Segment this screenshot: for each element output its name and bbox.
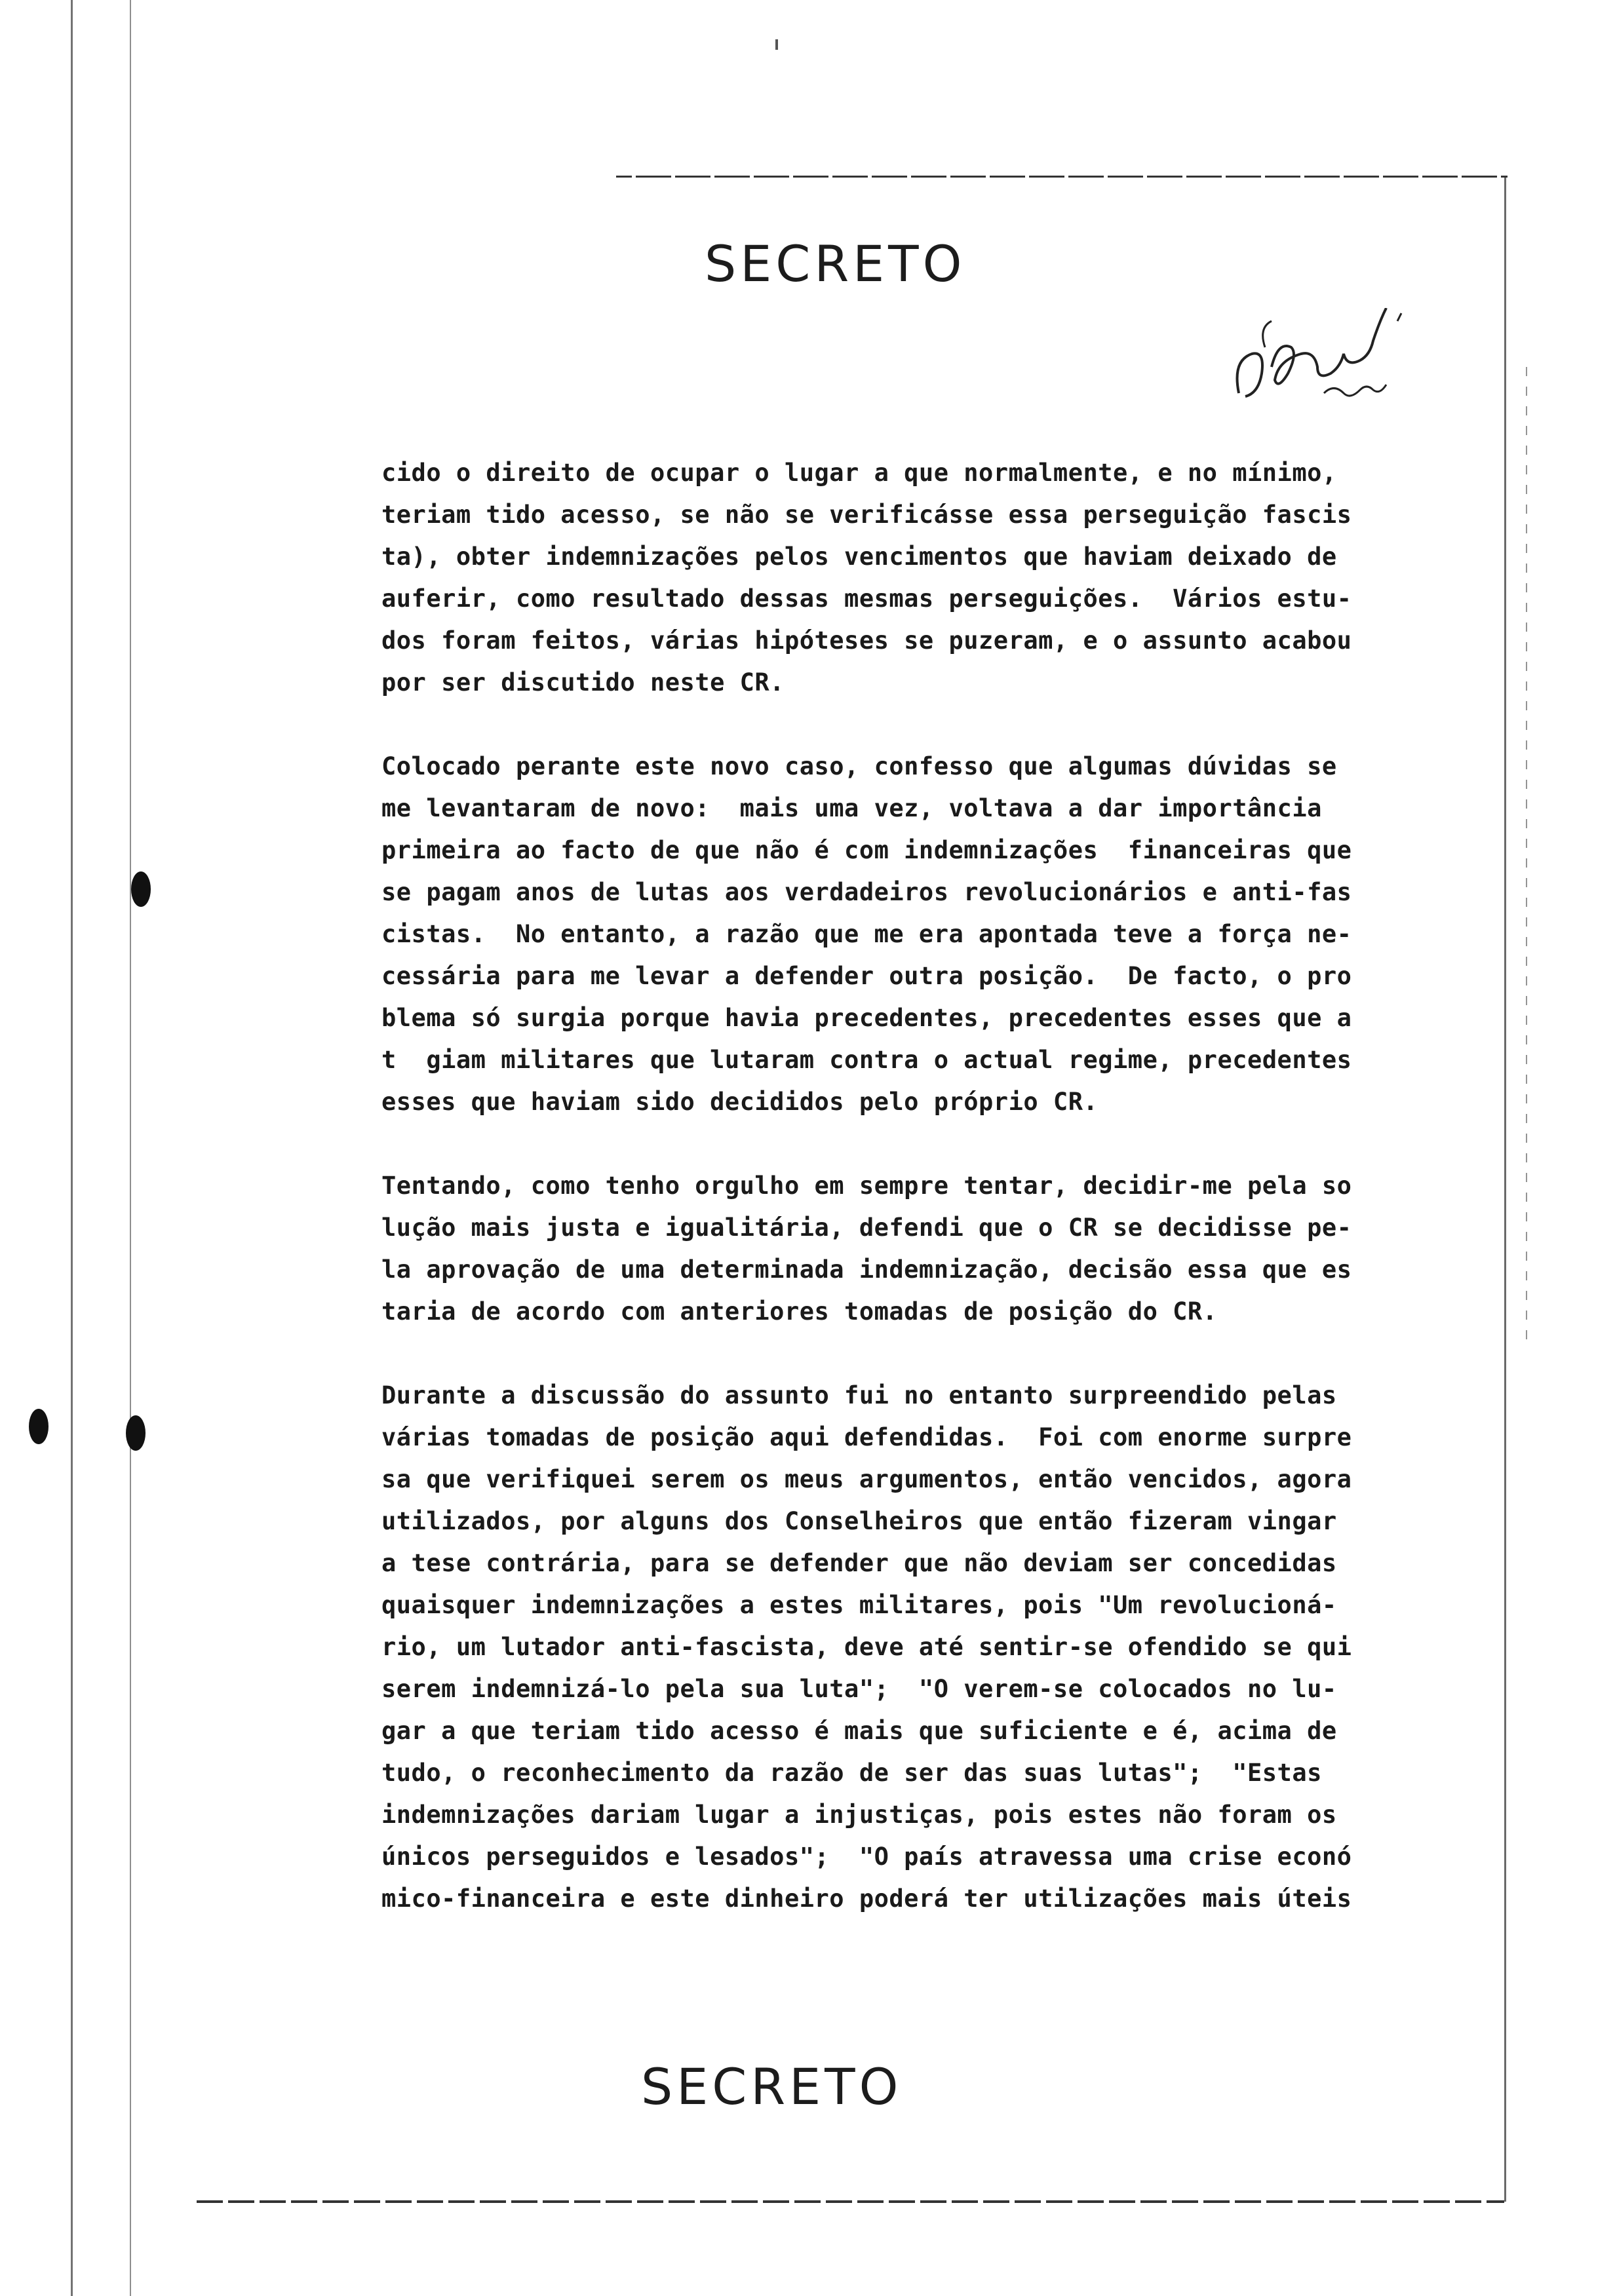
scan-speck [775, 39, 778, 50]
text-line: blema só surgia porque havia precedentes, precedentes esses que a [381, 1004, 1352, 1032]
text-line: ta), obter indemnizações pelos vencimentos que haviam deixado de [381, 543, 1337, 571]
secreto-stamp-top: SECRETO [705, 235, 966, 293]
document-body [381, 452, 1352, 1920]
text-line: utilizados, por alguns dos Conselheiros que então fizeram vingar [381, 1507, 1337, 1535]
text-line: t giam militares que lutaram contra o actual regime, precedentes [381, 1046, 1352, 1074]
page-border-right [1504, 177, 1506, 2202]
text-line: gar a que teriam tido acesso é mais que suficiente e é, acima de [381, 1717, 1337, 1745]
text-line: Tentando, como tenho orgulho em sempre tentar, decidir-me pela so [381, 1172, 1352, 1200]
text-line: tudo, o reconhecimento da razão de ser das suas lutas"; "Estas [381, 1759, 1322, 1787]
handwritten-signature [1226, 308, 1435, 419]
text-line: rio, um lutador anti-fascista, deve até sentir-se ofendido se qui [381, 1633, 1352, 1661]
text-line: Durante a discussão do assunto fui no entanto surpreendido pelas [381, 1381, 1337, 1409]
text-line: mico-financeira e este dinheiro poderá ter utilizações mais úteis [381, 1885, 1352, 1913]
text-line: se pagam anos de lutas aos verdadeiros revolucionários e anti-fas [381, 878, 1352, 906]
text-line: a tese contrária, para se defender que não deviam ser concedidas [381, 1549, 1337, 1577]
punch-hole-lower [126, 1415, 146, 1451]
text-line: indemnizações dariam lugar a injustiças, pois estes não foram os [381, 1801, 1337, 1829]
punch-hole-lower-left [29, 1409, 49, 1444]
punch-hole-upper [131, 871, 151, 907]
text-line: dos foram feitos, várias hipóteses se puzeram, e o assunto acabou [381, 626, 1352, 655]
text-line: lução mais justa e igualitária, defendi que o CR se decidisse pe- [381, 1214, 1352, 1242]
text-line: serem indemnizá-lo pela sua luta"; "O verem-se colocados no lu- [381, 1675, 1337, 1703]
text-line: cessária para me levar a defender outra posição. De facto, o pro [381, 962, 1352, 990]
scan-edge-line-left [71, 0, 73, 2296]
text-line: taria de acordo com anteriores tomadas de posição do CR. [381, 1297, 1218, 1326]
text-line: primeira ao facto de que não é com indemnizações financeiras que [381, 836, 1352, 864]
text-line: Colocado perante este novo caso, confesso que algumas dúvidas se [381, 752, 1337, 780]
scan-dashed-line-right [1526, 367, 1527, 1350]
text-line: sa que verifiquei serem os meus argumentos, então vencidos, agora [381, 1465, 1352, 1493]
text-line: quaisquer indemnizações a estes militares, pois "Um revolucioná- [381, 1591, 1337, 1619]
page-border-top [616, 176, 1508, 178]
text-line: esses que haviam sido decididos pelo próprio CR. [381, 1088, 1099, 1116]
paragraph-4 [381, 1375, 1352, 1920]
paragraph-1 [381, 452, 1352, 704]
text-line: me levantaram de novo: mais uma vez, voltava a dar importância [381, 794, 1322, 822]
paragraph-2 [381, 746, 1352, 1123]
text-line: por ser discutido neste CR. [381, 668, 785, 697]
text-line: teriam tido acesso, se não se verificásse essa perseguição fascis [381, 501, 1352, 529]
page-border-bottom [197, 2200, 1504, 2203]
text-line: únicos perseguidos e lesados"; "O país atravessa uma crise econó [381, 1843, 1352, 1871]
scan-edge-line-inner [130, 0, 131, 2296]
paragraph-3 [381, 1165, 1352, 1333]
text-line: la aprovação de uma determinada indemnização, decisão essa que es [381, 1255, 1352, 1284]
text-line: auferir, como resultado dessas mesmas perseguições. Vários estu- [381, 584, 1352, 613]
text-line: cido o direito de ocupar o lugar a que normalmente, e no mínimo, [381, 459, 1337, 487]
text-line: cistas. No entanto, a razão que me era apontada teve a força ne- [381, 920, 1352, 948]
secreto-stamp-bottom: SECRETO [641, 2057, 903, 2116]
text-line: várias tomadas de posição aqui defendidas. Foi com enorme surpre [381, 1423, 1352, 1451]
